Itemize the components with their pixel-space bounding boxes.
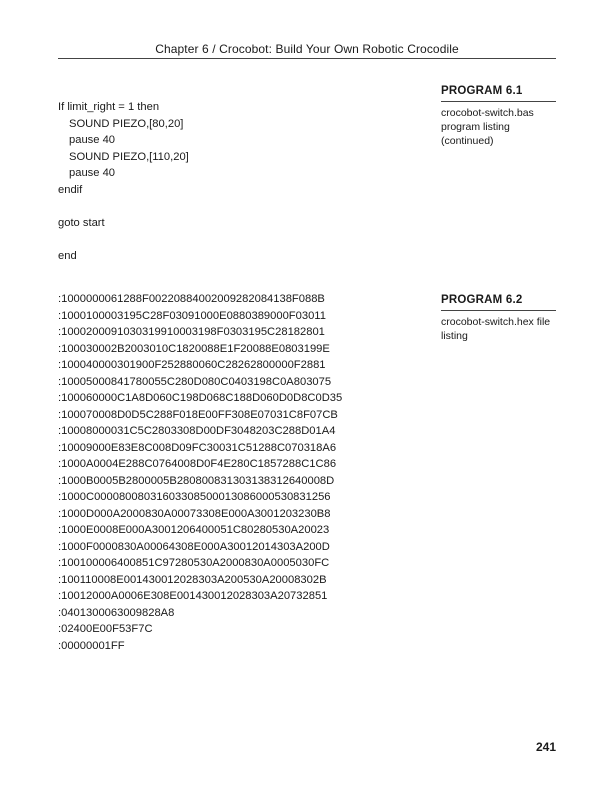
program-6-1-caption: crocobot-switch.bas program listing (continued) xyxy=(441,107,534,147)
hex-record-line: :100100006400851C97280530A2000830A0005030FC xyxy=(58,557,330,569)
code-line: SOUND PIEZO,[110,20] xyxy=(69,150,189,163)
hex-record-line: :10009000E83E8C008D09FC30031C51288C070318A6 xyxy=(58,441,337,454)
code-line xyxy=(58,198,189,215)
hex-record-line: :1000F0000830A00064308E000A30012014303A200D xyxy=(58,540,330,553)
program-6-2-sidebar xyxy=(441,294,556,343)
hex-record-line: :0401300063009828A8 xyxy=(58,606,175,619)
hex-record-line: :1000D000A2000830A00073308E000A3001203230B8 xyxy=(58,507,331,520)
code-line: goto start xyxy=(58,216,105,229)
program-6-2-listing xyxy=(58,291,342,654)
hex-record-line: :100030002B2003010C1820088E1F20088E0803199E xyxy=(58,342,330,355)
hex-record-line: :1000B0005B2800005B280800831303138312640008D xyxy=(58,474,335,487)
running-header: Chapter 6 / Crocobot: Build Your Own Robotic Crocodile xyxy=(155,42,459,56)
program-6-2-caption: crocobot-switch.hex file listing xyxy=(441,316,551,342)
page-number: 241 xyxy=(535,740,556,754)
hex-record-line: :1000200091030319910003198F0303195C28182801 xyxy=(58,326,325,338)
hex-record-line: :1000E0008E000A3001206400051C80280530A20023 xyxy=(58,524,330,536)
code-line: pause 40 xyxy=(69,167,116,179)
hex-record-line: :10008000031C5C2803308D00DF3048203C288D01A4 xyxy=(58,425,336,437)
code-line: If limit_right = 1 then xyxy=(58,101,160,113)
hex-record-line: :1000A0004E288C0764008D0F4E280C1857288C1C86 xyxy=(58,458,337,470)
code-line: pause 40 xyxy=(69,134,116,146)
hex-record-line: :100070008D0D5C288F018E00FF308E07031C8F07CB xyxy=(58,408,338,421)
code-line: end xyxy=(58,249,77,262)
hex-record-line: :1000000061288F00220884002009282084138F088B xyxy=(58,293,325,305)
hex-record-line: :1000100003195C28F03091000E0880389000F03011 xyxy=(58,309,326,322)
hex-record-line: :02400E00F53F7C xyxy=(58,623,153,635)
hex-record-line: :10005000841780055C280D080C0403198C0A803075 xyxy=(58,375,332,388)
hex-record-line: :100060000C1A8D060C198D068C188D060D0D8C0D35 xyxy=(58,392,343,404)
hex-record-line: :1000C00008008031603308500013086000530831256 xyxy=(58,491,331,503)
program-6-2-label: PROGRAM 6.2 xyxy=(441,294,556,311)
code-line: endif xyxy=(58,183,83,196)
program-6-1-listing xyxy=(58,99,189,264)
program-6-1-sidebar xyxy=(441,85,556,148)
program-6-1-label: PROGRAM 6.1 xyxy=(441,85,556,102)
hex-record-line: :100040000301900F252880060C28262800000F2881 xyxy=(58,359,326,371)
header-rule xyxy=(58,58,556,59)
hex-record-line: :10012000A0006E308E001430012028303A20732851 xyxy=(58,590,328,602)
code-line: SOUND PIEZO,[80,20] xyxy=(69,117,184,130)
hex-record-line: :00000001FF xyxy=(58,639,125,652)
code-line xyxy=(58,231,189,248)
hex-record-line: :100110008E001430012028303A200530A20008302B xyxy=(58,573,327,586)
